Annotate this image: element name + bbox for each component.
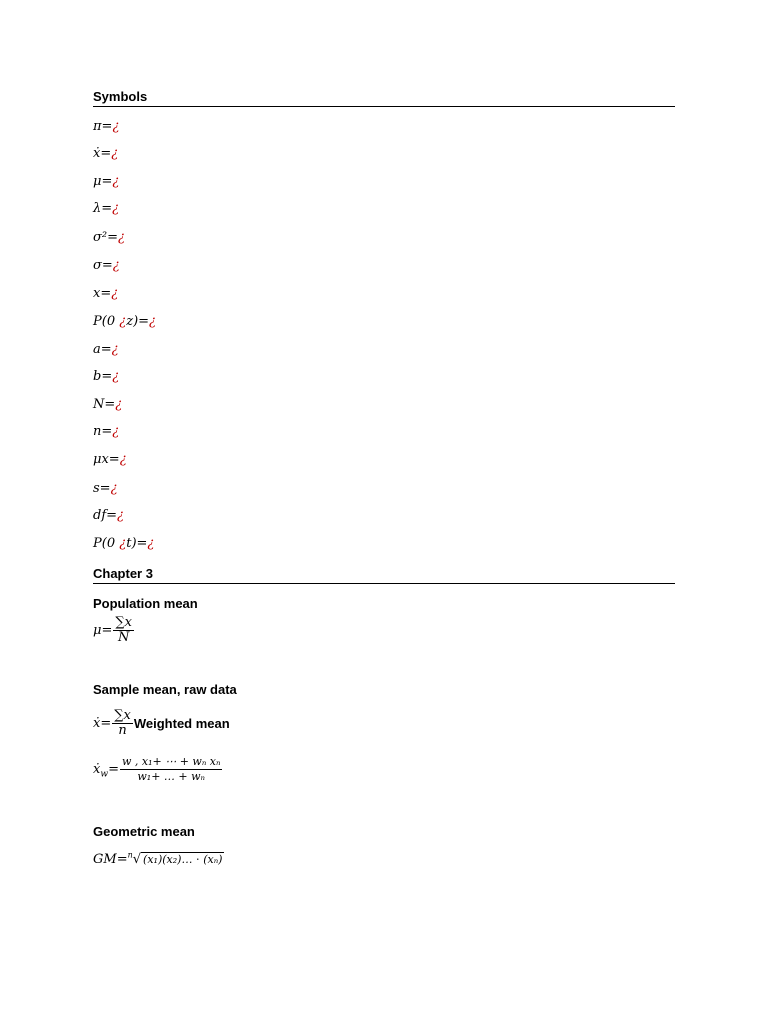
weighted-mean-label: Weighted mean xyxy=(133,716,230,731)
sample-mean-formula: ẋ= $\frac{\sum x}{n}$ Weighted mean xyxy=(93,708,230,738)
symbol-row-b: b=¿ xyxy=(93,369,120,384)
symbol-row-xbar: ẋ=¿ xyxy=(93,146,119,161)
symbol-row-sigma: σ=¿ xyxy=(93,258,120,273)
symbol-row-N: N=¿ xyxy=(93,397,123,412)
population-mean-label: Population mean xyxy=(93,596,198,611)
symbol-row-p-z: P(0 ¿z)=¿ xyxy=(93,314,157,329)
symbol-row-lambda: λ=¿ xyxy=(93,201,120,216)
symbol-row-s: s=¿ xyxy=(93,481,118,496)
symbol-row-p-t: P(0 ¿t)=¿ xyxy=(93,536,155,551)
sample-mean-label: Sample mean, raw data xyxy=(93,682,237,697)
section-heading-symbols: Symbols xyxy=(93,89,675,107)
weighted-mean-formula: ẋ$_w$= $\frac{\text{w , x₁+ ⋯ + wₙ xₙ}}{\text{w₁+ … + wₙ}}$ xyxy=(93,755,221,783)
population-mean-formula: μ= $\frac{\sum x}{N}$ xyxy=(93,615,132,645)
geometric-mean-formula: GM=$^n$√ (x₁)(x₂)… ⋅ (xₙ) xyxy=(93,850,223,867)
symbol-row-pi: π=¿ xyxy=(93,119,120,134)
symbol-row-df: df=¿ xyxy=(93,508,125,523)
symbol-row-a: a=¿ xyxy=(93,342,119,357)
symbol-row-x: x=¿ xyxy=(93,286,119,301)
geometric-mean-label: Geometric mean xyxy=(93,824,195,839)
symbol-row-mu: μ=¿ xyxy=(93,174,120,189)
section-heading-chapter-3: Chapter 3 xyxy=(93,566,675,584)
symbol-row-variance: σ²=¿ xyxy=(93,230,125,245)
symbol-row-mu-x: μx=¿ xyxy=(93,452,127,467)
symbol-row-n: n=¿ xyxy=(93,424,120,439)
